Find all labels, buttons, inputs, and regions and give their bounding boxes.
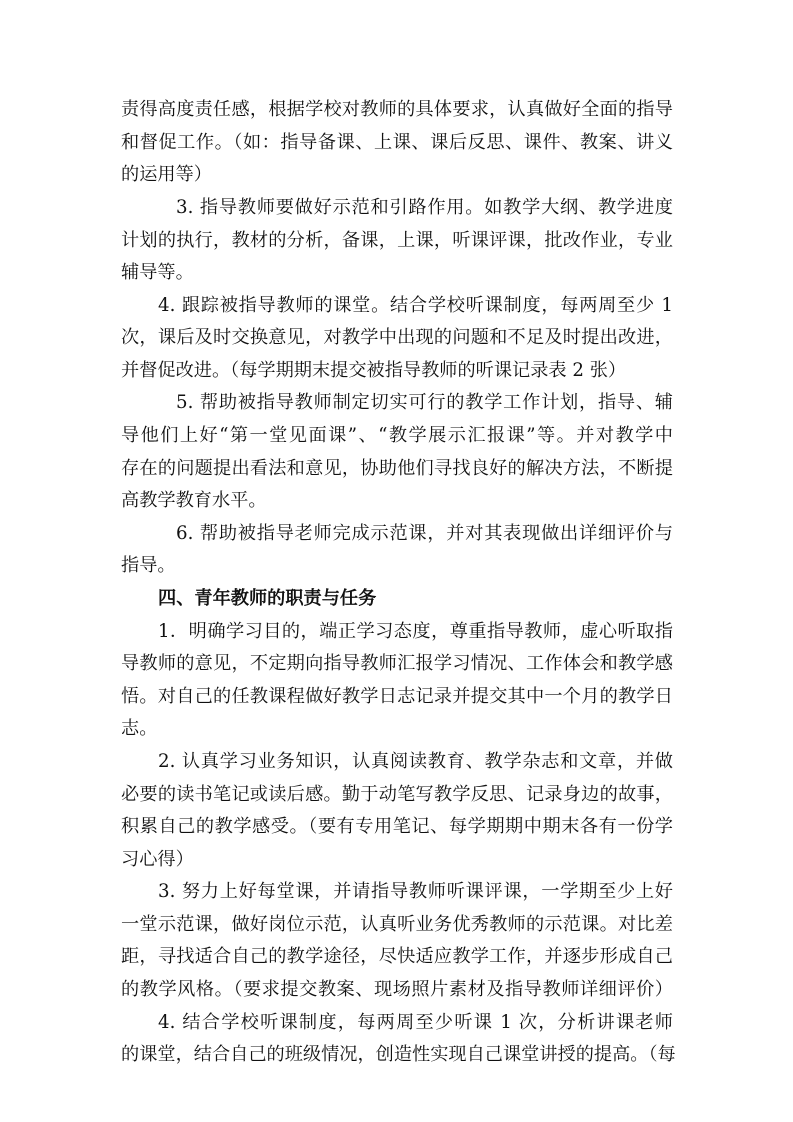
text-line: 的运用等） <box>121 164 212 185</box>
text-line: 指导。 <box>121 555 176 576</box>
text-line: 4. 结合学校听课制度，每两周至少听课 1 次，分析讲课老师 <box>158 1012 673 1033</box>
text-line: 悟。对自己的任教课程做好教学日志记录并提交其中一个月的教学日 <box>121 686 673 707</box>
text-line: 的教学风格。（要求提交教案、现场照片素材及指导教师详细评价） <box>121 979 673 1000</box>
text-line: 3. 努力上好每堂课，并请指导教师听课评课，一学期至少上好 <box>158 881 673 902</box>
text-line: 习心得） <box>121 849 194 870</box>
text-line: 6. 帮助被指导老师完成示范课，并对其表现做出详细评价与 <box>176 523 673 544</box>
text-line: 4. 跟踪被指导教师的课堂。结合学校听课制度，每两周至少 1 <box>158 295 673 316</box>
text-line: 距，寻找适合自己的教学途径，尽快适应教学工作，并逐步形成自己 <box>121 946 673 967</box>
text-line: 的课堂，结合自己的班级情况，创造性实现自己课堂讲授的提高。（每 <box>121 1044 676 1065</box>
text-line: 存在的问题提出看法和意见，协助他们寻找良好的解决方法，不断提 <box>121 458 673 479</box>
text-line: 责得高度责任感，根据学校对教师的具体要求，认真做好全面的指导 <box>121 99 673 120</box>
text-line: 必要的读书笔记或读后感。勤于动笔写教学反思、记录身边的故事， <box>121 784 673 805</box>
text-line: 志。 <box>121 718 158 739</box>
text-line: 辅导等。 <box>121 262 194 283</box>
text-line: 导教师的意见，不定期向指导教师汇报学习情况、工作体会和教学感 <box>121 653 673 674</box>
text-line: 计划的执行，教材的分析，备课，上课，听课评课，批改作业，专业 <box>121 230 673 251</box>
text-line: 1．明确学习目的，端正学习态度，尊重指导教师，虚心听取指 <box>158 621 673 642</box>
text-line: 5. 帮助被指导教师制定切实可行的教学工作计划，指导、辅 <box>176 392 673 413</box>
text-line: 导他们上好“第一堂见面课”、“教学展示汇报课”等。并对教学中 <box>121 425 673 446</box>
section-heading: 四、青年教师的职责与任务 <box>158 588 377 609</box>
text-line: 一堂示范课，做好岗位示范，认真听业务优秀教师的示范课。对比差 <box>121 914 673 935</box>
text-line: 2. 认真学习业务知识，认真阅读教育、教学杂志和文章，并做 <box>158 751 673 772</box>
text-line: 3. 指导教师要做好示范和引路作用。如教学大纲、教学进度 <box>176 197 673 218</box>
text-line: 并督促改进。（每学期期末提交被指导教师的听课记录表 2 张） <box>121 360 627 381</box>
text-line: 积累自己的教学感受。（要有专用笔记、每学期期中期末各有一份学 <box>121 816 673 837</box>
text-line: 高教学教育水平。 <box>121 490 267 511</box>
text-line: 次，课后及时交换意见，对教学中出现的问题和不足及时提出改进， <box>121 327 673 348</box>
text-line: 和督促工作。（如：指导备课、上课、课后反思、课件、教案、讲义 <box>121 132 673 153</box>
